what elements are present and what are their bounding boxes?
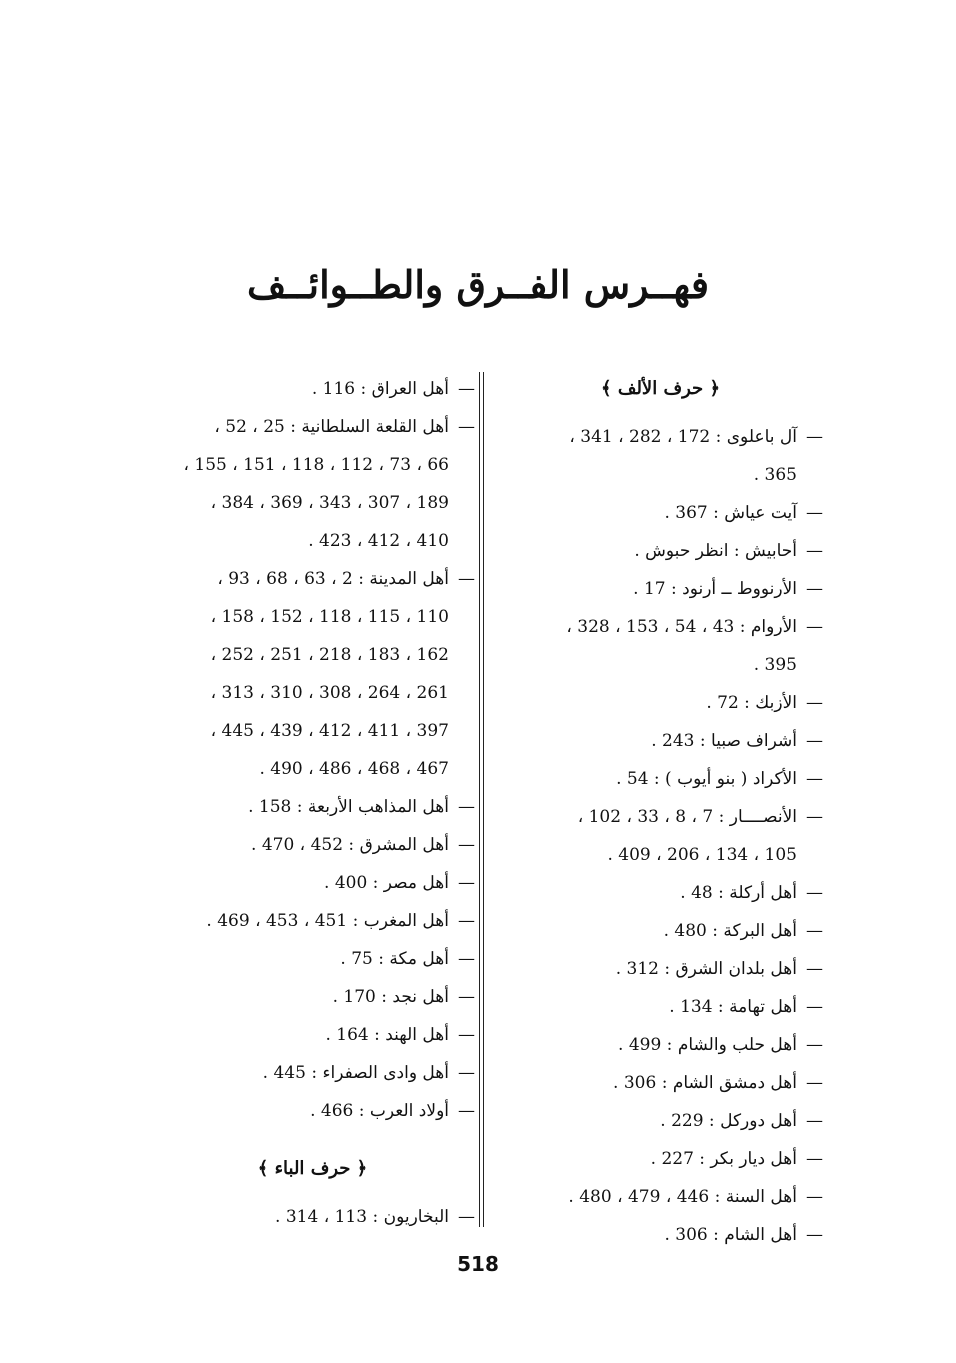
index-entry (498, 570, 823, 608)
entry-text: الأرنووط ــ أرنود : 17 . (633, 579, 797, 599)
entry-dash: — (458, 1063, 475, 1083)
entry-dash: — (458, 987, 475, 1007)
entry-text: أهل المدينة : 2 ، 63 ، 68 ، 93 ، (217, 569, 449, 589)
index-entry (498, 760, 823, 798)
entry-text: أهل دمشق الشام : 306 . (613, 1073, 797, 1093)
entry-continuation: 261 ، 264 ، 308 ، 310 ، 313 ، (210, 683, 449, 703)
entry-dash: — (806, 769, 823, 789)
entry-text: آيت عياش : 367 . (664, 503, 797, 523)
entry-text: آل باعلوى : 172 ، 282 ، 341 ، (569, 427, 797, 447)
entry-text: أهل المشرق : 452 ، 470 . (251, 835, 449, 855)
entry-dash: — (806, 503, 823, 523)
index-entry (498, 1064, 823, 1102)
index-entry (150, 1198, 475, 1236)
entry-continuation: 189 ، 307 ، 343 ، 369 ، 384 ، (210, 493, 449, 513)
index-entry (498, 1140, 823, 1178)
entry-text: أشراف صبيا : 243 . (651, 731, 797, 751)
entry-text: أولاد العرب : 466 . (310, 1101, 449, 1121)
entry-text: الأنصــــار : 7 ، 8 ، 33 ، 102 ، (577, 807, 797, 827)
entry-dash: — (806, 1073, 823, 1093)
entry-text: أهل المذاهب الأربعة : 158 . (248, 797, 449, 817)
entry-dash: — (458, 873, 475, 893)
entry-dash: — (458, 1101, 475, 1121)
entry-dash: — (806, 617, 823, 637)
entry-continuation: 467 ، 468 ، 486 ، 490 . (259, 759, 449, 779)
index-entry (498, 1026, 823, 1064)
index-entry (150, 1054, 475, 1092)
page-title: فهــرس الفــرق والطــوائــف (246, 262, 710, 307)
index-entry (150, 864, 475, 902)
index-entry (150, 408, 475, 560)
entry-dash: — (806, 1149, 823, 1169)
index-entry (498, 608, 823, 684)
index-entry (498, 950, 823, 988)
left-entries-list-2 (150, 1198, 475, 1236)
index-entry (150, 978, 475, 1016)
entry-dash: — (458, 1207, 475, 1227)
index-entry (498, 722, 823, 760)
entry-text: أهل مصر : 400 . (324, 873, 449, 893)
entry-dash: — (806, 541, 823, 561)
entry-text: أهل المغرب : 451 ، 453 ، 469 . (206, 911, 449, 931)
entry-continuation: 110 ، 115 ، 118 ، 152 ، 158 ، (210, 607, 449, 627)
entry-dash: — (458, 949, 475, 969)
entry-text: أهل نجد : 170 . (332, 987, 449, 1007)
entry-text: الأروام : 43 ، 54 ، 153 ، 328 ، (566, 617, 797, 637)
entry-text: أهل تهامة : 134 . (669, 997, 797, 1017)
right-entries-list (498, 418, 823, 1254)
entry-text: أهل الهند : 164 . (325, 1025, 449, 1045)
index-entry (150, 1092, 475, 1130)
index-entry (150, 940, 475, 978)
entry-continuation: 162 ، 183 ، 218 ، 251 ، 252 ، (210, 645, 449, 665)
entry-continuation: 395 . (753, 655, 797, 675)
entry-continuation: 410 ، 412 ، 423 . (308, 531, 449, 551)
index-entry (498, 912, 823, 950)
index-entry (498, 494, 823, 532)
right-column (498, 370, 823, 1254)
entry-text: أهل دوركل : 229 . (660, 1111, 797, 1131)
index-entry (498, 684, 823, 722)
column-divider (479, 372, 484, 1227)
entry-continuation: 66 ، 73 ، 112 ، 118 ، 151 ، 155 ، (183, 455, 449, 475)
entry-text: أهل القلعة السلطانية : 25 ، 52 ، (214, 417, 449, 437)
entry-dash: — (806, 1111, 823, 1131)
entry-dash: — (458, 797, 475, 817)
entry-text: أهل العراق : 116 . (311, 379, 449, 399)
index-entry (150, 826, 475, 864)
left-column (150, 370, 475, 1236)
entry-dash: — (458, 379, 475, 399)
index-entry (150, 902, 475, 940)
entry-text: الأكراد ( بنو أيوب ) : 54 . (616, 769, 797, 789)
entry-text: البخاريون : 113 ، 314 . (275, 1207, 449, 1227)
entry-dash: — (806, 959, 823, 979)
entry-text: أهل بلدان الشرق : 312 . (615, 959, 797, 979)
index-entry (498, 1102, 823, 1140)
entry-continuation: 105 ، 134 ، 206 ، 409 . (607, 845, 797, 865)
entry-dash: — (806, 1225, 823, 1245)
index-entry (498, 798, 823, 874)
index-entry (150, 788, 475, 826)
index-entry (498, 532, 823, 570)
entry-text: الأزبك : 72 . (706, 693, 797, 713)
entry-text: أهل الشام : 306 . (664, 1225, 797, 1245)
entry-dash: — (458, 417, 475, 437)
index-entry (498, 1178, 823, 1216)
section-heading-alif: ﴿ حرف الألف ﴾ (601, 378, 720, 399)
entry-text: أهل أركلة : 48 . (680, 883, 797, 903)
entry-text: أهل حلب والشام : 499 . (618, 1035, 797, 1055)
entry-text: أهل ديار بكر : 227 . (650, 1149, 797, 1169)
entry-text: أهل وادى الصفراء : 445 . (262, 1063, 449, 1083)
entry-text: أهل البركة : 480 . (663, 921, 797, 941)
index-entry (150, 1016, 475, 1054)
index-entry (498, 874, 823, 912)
entry-text: أحابيش : انظر حبوش . (634, 541, 797, 561)
entry-dash: — (458, 911, 475, 931)
entry-dash: — (806, 997, 823, 1017)
index-entry (150, 560, 475, 788)
entry-dash: — (806, 1035, 823, 1055)
left-entries-list (150, 370, 475, 1130)
index-entry (150, 370, 475, 408)
entry-text: أهل مكة : 75 . (340, 949, 449, 969)
entry-continuation: 397 ، 411 ، 412 ، 439 ، 445 ، (210, 721, 449, 741)
entry-dash: — (806, 579, 823, 599)
entry-dash: — (806, 731, 823, 751)
entry-continuation: 365 . (753, 465, 797, 485)
index-entry (498, 1216, 823, 1254)
entry-dash: — (806, 883, 823, 903)
index-entry (498, 988, 823, 1026)
section-heading-ba: ﴿ حرف الباء ﴾ (257, 1158, 368, 1179)
entry-dash: — (458, 1025, 475, 1045)
entry-dash: — (806, 1187, 823, 1207)
entry-dash: — (806, 807, 823, 827)
entry-dash: — (458, 569, 475, 589)
entry-dash: — (806, 693, 823, 713)
page-number: 518 (457, 1252, 499, 1276)
index-entry (498, 418, 823, 494)
entry-dash: — (806, 921, 823, 941)
section-spacer (150, 1130, 475, 1150)
entry-text: أهل السنة : 446 ، 479 ، 480 . (568, 1187, 797, 1207)
entry-dash: — (458, 835, 475, 855)
entry-dash: — (806, 427, 823, 447)
